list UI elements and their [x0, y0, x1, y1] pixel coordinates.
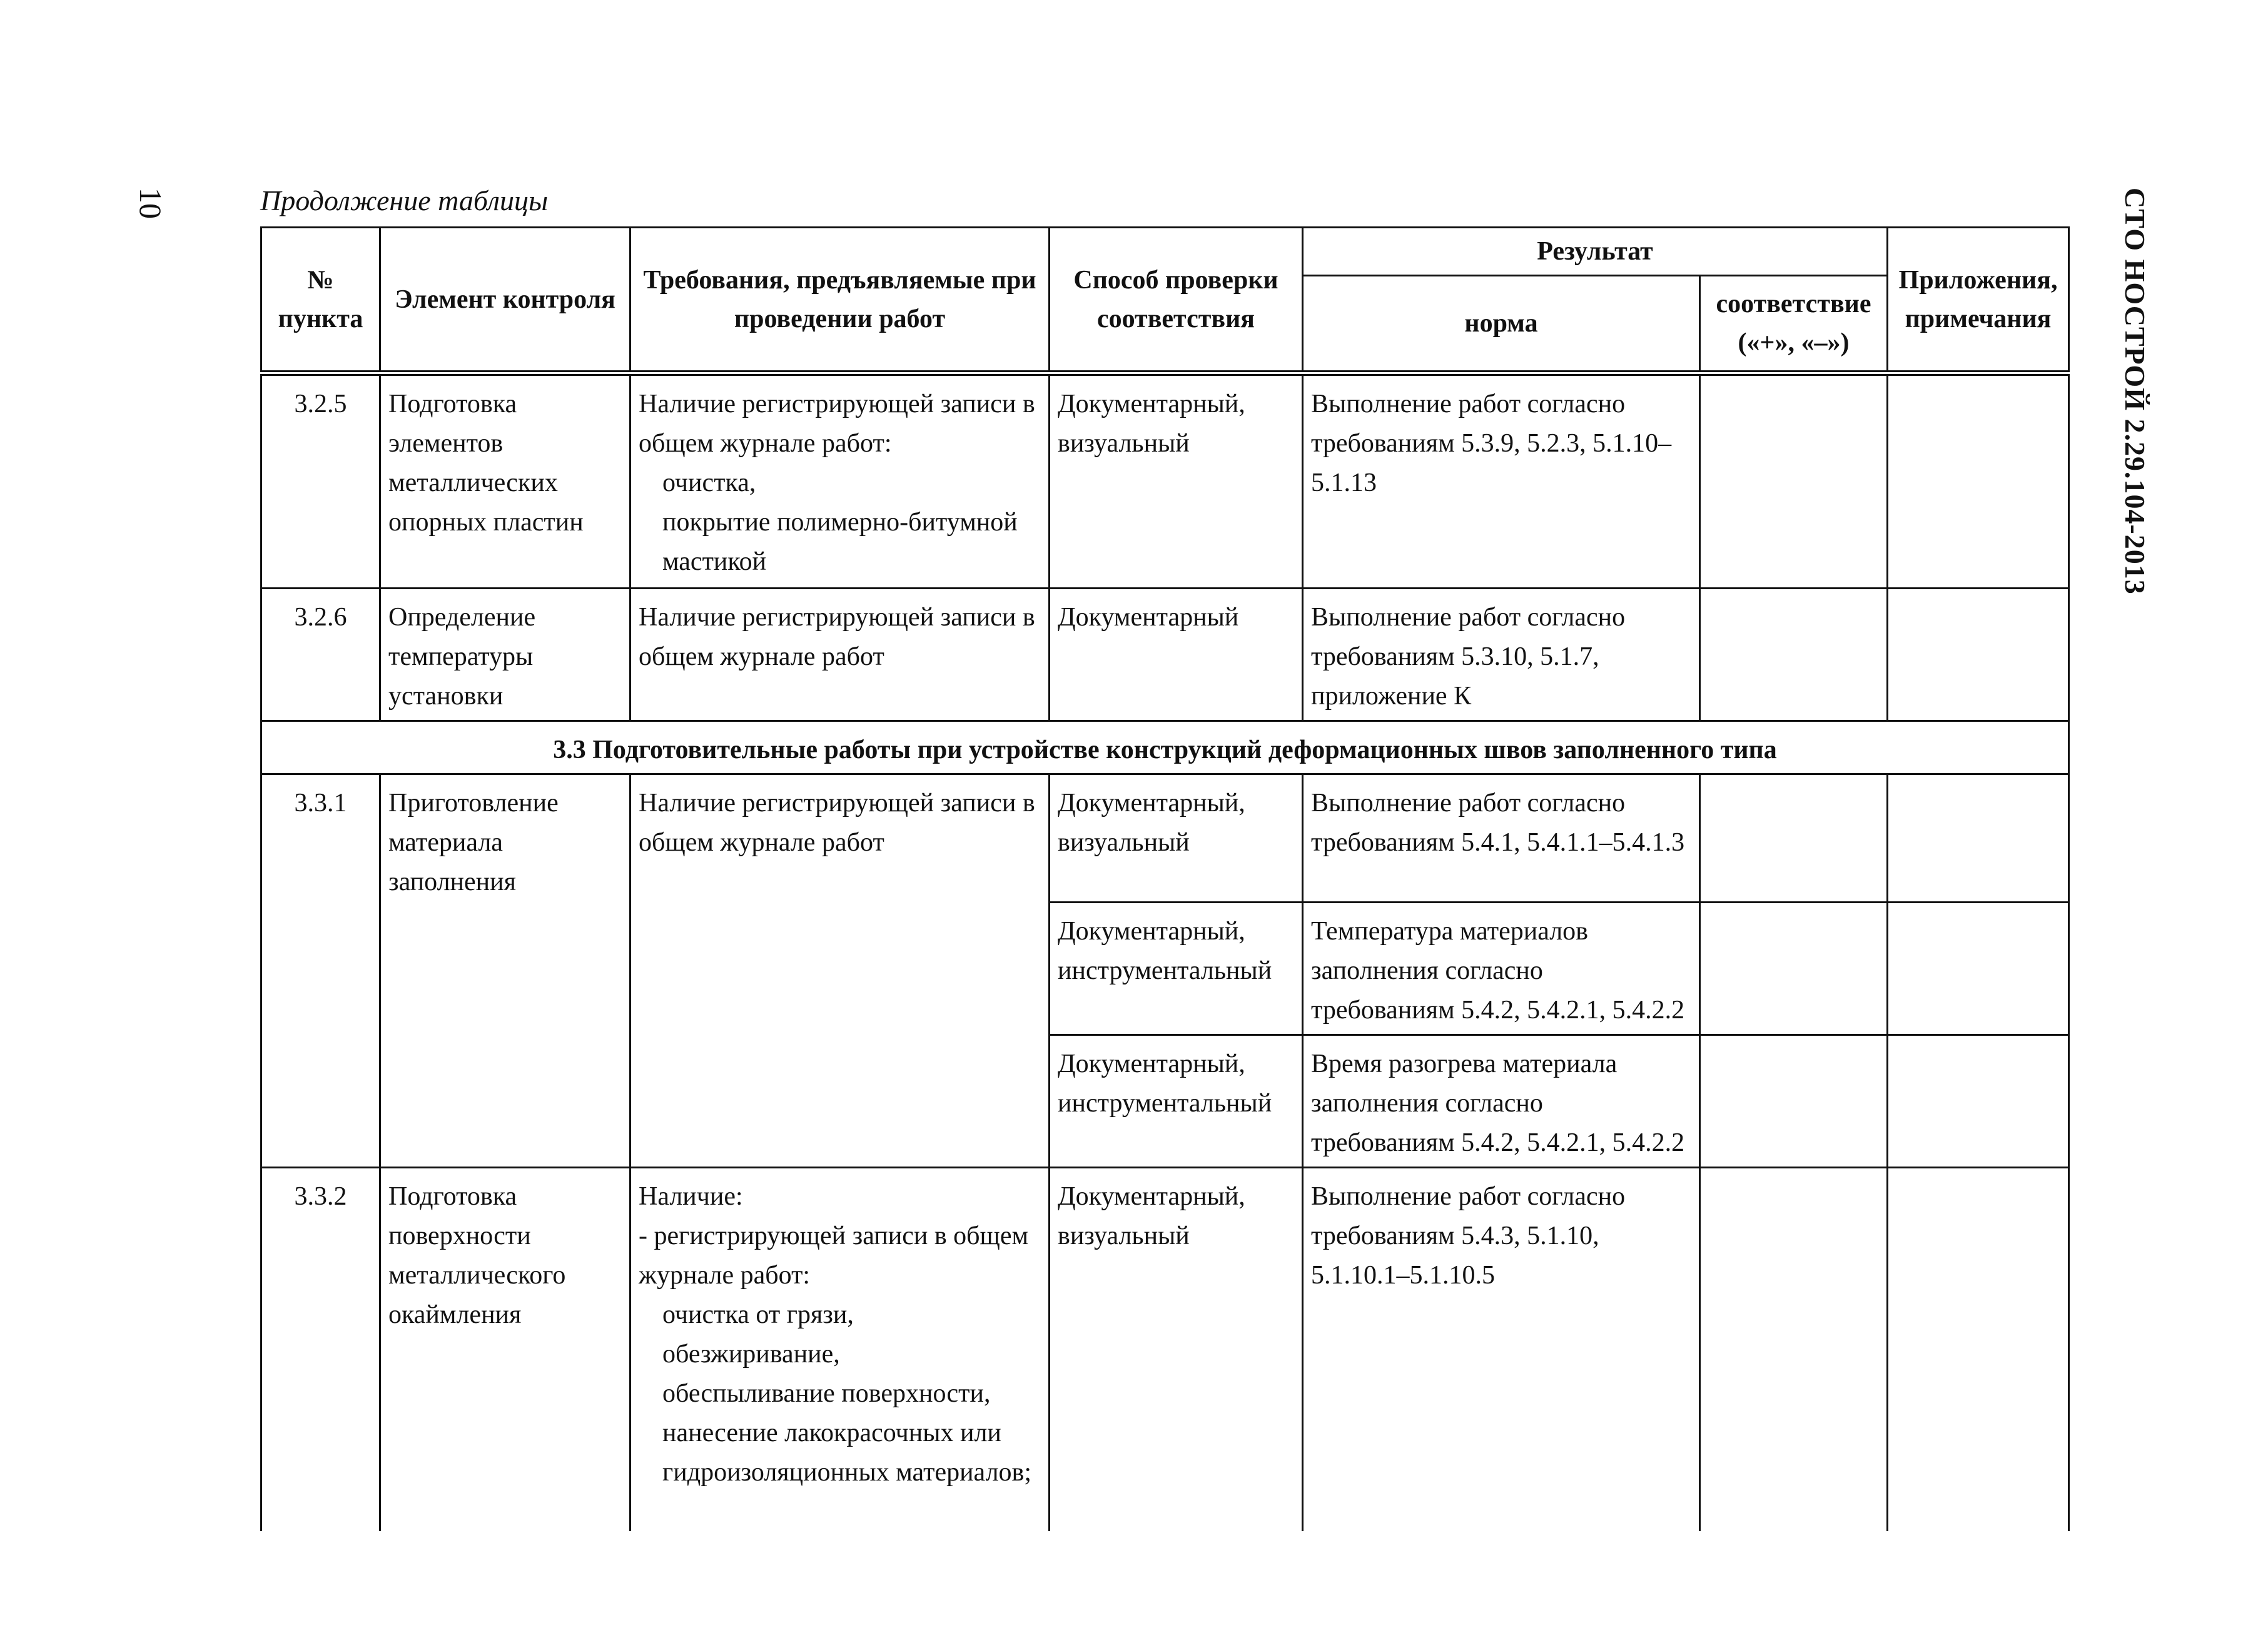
section-row — [261, 721, 2069, 774]
requirement-item: обезжиривание, — [662, 1340, 840, 1369]
notes-cell — [1888, 1168, 2069, 1532]
norm-cell: Время разогрева материала заполнения согласно требованиям 5.4.2, 5.4.2.1, 5.4.2.2 — [1303, 1035, 1700, 1168]
header-control-element: Элемент контроля — [380, 228, 630, 373]
requirements-cell — [630, 373, 1050, 589]
verification-method: Документарный, инструментальный — [1050, 903, 1303, 1035]
table-row — [261, 373, 2069, 589]
conformity-cell — [1700, 903, 1888, 1035]
conformity-cell — [1700, 589, 1888, 721]
notes-cell — [1888, 903, 2069, 1035]
norm-cell: Выполнение работ согласно требованиям 5.4.1, 5.4.1.1–5.4.1.3 — [1303, 774, 1700, 903]
header-result: Результат — [1303, 228, 1888, 276]
conformity-cell — [1700, 1168, 1888, 1532]
requirement-text: Наличие регистрирующей записи в общем журнале работ: — [639, 390, 1035, 458]
document-code: СТО НОСТРОЙ 2.29.104-2013 — [2119, 188, 2151, 595]
table-caption: Продолжение таблицы — [260, 185, 549, 216]
verification-method: Документарный, визуальный — [1050, 1168, 1303, 1532]
requirement-text: - регистрирующей записи в общем журнале работ: — [639, 1222, 1029, 1290]
norm-cell: Выполнение работ согласно требованиям 5.3.9, 5.2.3, 5.1.10–5.1.13 — [1303, 373, 1700, 589]
verification-method: Документарный, визуальный — [1050, 774, 1303, 903]
requirements-cell: Наличие регистрирующей записи в общем журнале работ — [630, 589, 1050, 721]
conformity-cell — [1700, 774, 1888, 903]
requirement-item: покрытие полимерно-битумной мастикой — [662, 508, 1018, 576]
notes-cell — [1888, 1035, 2069, 1168]
header-verification-method: Способ проверки соответствия — [1050, 228, 1303, 373]
header-conformity: соответствие («+», «–») — [1700, 276, 1888, 373]
item-number: 3.2.5 — [261, 373, 380, 589]
header-row-top — [261, 228, 2069, 276]
requirement-item: обеспыливание поверхности, — [662, 1379, 991, 1408]
table-row — [261, 589, 2069, 721]
verification-method: Документарный — [1050, 589, 1303, 721]
header-item-number: № пункта — [261, 228, 380, 373]
inspection-table — [260, 226, 2070, 1531]
norm-cell: Выполнение работ согласно требованиям 5.3.10, 5.1.7, приложение К — [1303, 589, 1700, 721]
control-element: Подготовка поверхности металлического окаймления — [380, 1168, 630, 1532]
table-row — [261, 774, 2069, 903]
norm-cell: Выполнение работ согласно требованиям 5.4.3, 5.1.10, 5.1.10.1–5.1.10.5 — [1303, 1168, 1700, 1532]
norm-cell: Температура материалов заполнения согласно требованиям 5.4.2, 5.4.2.1, 5.4.2.2 — [1303, 903, 1700, 1035]
control-element: Определение температуры установки — [380, 589, 630, 721]
requirement-item: очистка, — [662, 468, 756, 497]
control-element: Приготовление материала заполнения — [380, 774, 630, 1168]
notes-cell — [1888, 589, 2069, 721]
section-heading: 3.3 Подготовительные работы при устройстве конструкций деформационных швов заполненного типа — [261, 721, 2069, 774]
control-element: Подготовка элементов металлических опорных пластин — [380, 373, 630, 589]
requirement-text: Наличие: — [639, 1182, 743, 1211]
requirement-item: нанесение лакокрасочных или гидроизоляционных материалов; — [662, 1419, 1032, 1487]
notes-cell — [1888, 373, 2069, 589]
page-number: 10 — [133, 188, 168, 219]
header-notes: Приложения, примечания — [1888, 228, 2069, 373]
conformity-cell — [1700, 1035, 1888, 1168]
requirements-cell — [630, 1168, 1050, 1532]
header-requirements: Требования, предъявляемые при проведении работ — [630, 228, 1050, 373]
item-number: 3.3.1 — [261, 774, 380, 1168]
item-number: 3.2.6 — [261, 589, 380, 721]
table-row — [261, 1168, 2069, 1532]
verification-method: Документарный, визуальный — [1050, 373, 1303, 589]
header-norm: норма — [1303, 276, 1700, 373]
item-number: 3.3.2 — [261, 1168, 380, 1532]
notes-cell — [1888, 774, 2069, 903]
conformity-cell — [1700, 373, 1888, 589]
requirements-cell: Наличие регистрирующей записи в общем журнале работ — [630, 774, 1050, 1168]
verification-method: Документарный, инструментальный — [1050, 1035, 1303, 1168]
requirement-item: очистка от грязи, — [662, 1300, 854, 1329]
